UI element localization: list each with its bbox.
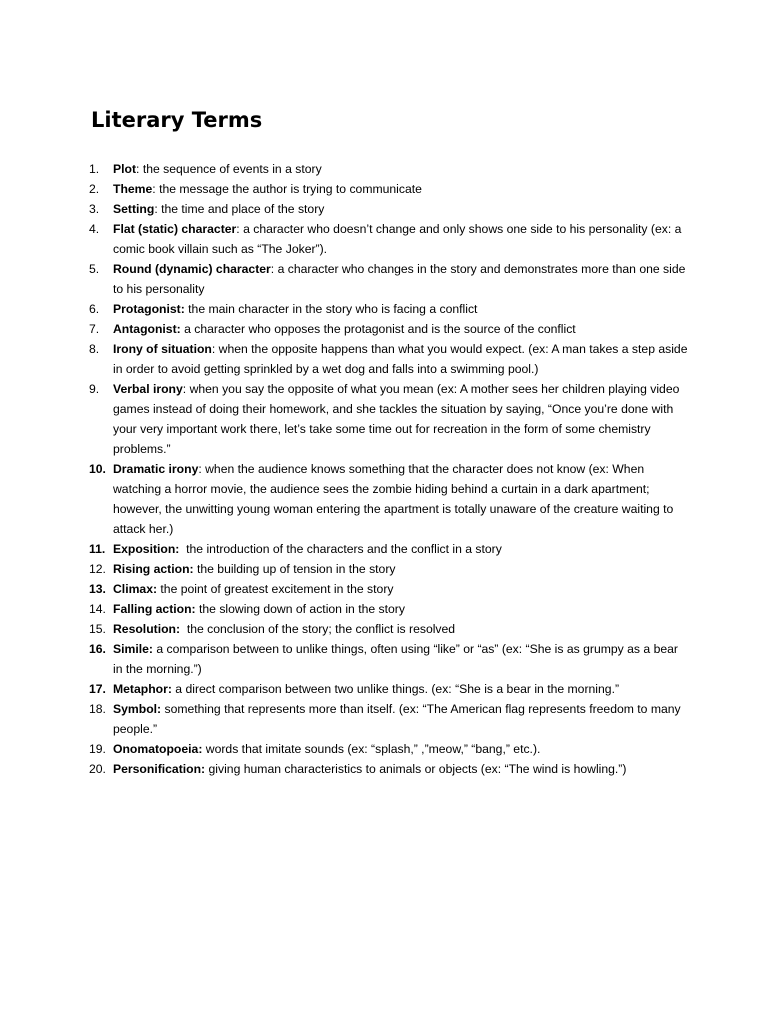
term-name: Simile: bbox=[113, 642, 153, 656]
list-item bbox=[89, 259, 689, 299]
list-item-number: 11. bbox=[89, 542, 106, 556]
term-name: Symbol: bbox=[113, 702, 162, 716]
list-item-text bbox=[113, 339, 689, 379]
list-item-number: 20. bbox=[89, 762, 106, 776]
list-item-number: 1. bbox=[89, 162, 100, 176]
list-item bbox=[89, 539, 689, 559]
list-item bbox=[89, 599, 689, 619]
list-item bbox=[89, 639, 689, 679]
term-name: Flat (static) character bbox=[113, 222, 237, 236]
list-item-number: 2. bbox=[89, 182, 100, 196]
list-item-text bbox=[113, 159, 689, 179]
list-item-number: 4. bbox=[89, 222, 100, 236]
term-definition: words that imitate sounds (ex: “splash,” ,”meow,” “bang,” etc.). bbox=[205, 742, 541, 756]
list-item bbox=[89, 339, 689, 379]
list-item-text bbox=[113, 299, 689, 319]
list-item-text bbox=[113, 739, 689, 759]
term-separator: : bbox=[154, 202, 162, 216]
term-name: Metaphor: bbox=[113, 682, 172, 696]
list-item-number: 18. bbox=[89, 702, 106, 716]
list-item-number: 6. bbox=[89, 302, 100, 316]
term-definition: when the audience knows something that the character does not know (ex: When watching a horror movie, the audience sees the zombie hiding behind a curtain in a dark apartment; however, the unwitting young woman entering the apartment is totally unaware of the creature waiting to attack her.) bbox=[113, 462, 674, 536]
term-definition: when the opposite happens than what you would expect. (ex: A man takes a step aside in order to avoid getting sprinkled by a wet dog and falls into a swimming pool.) bbox=[113, 342, 688, 376]
term-separator: : bbox=[136, 162, 143, 176]
list-item-number: 3. bbox=[89, 202, 100, 216]
term-name: Round (dynamic) character bbox=[113, 262, 271, 276]
list-item-text bbox=[113, 599, 689, 619]
term-name: Plot bbox=[113, 162, 137, 176]
list-item-number: 8. bbox=[89, 342, 100, 356]
list-item-text bbox=[113, 539, 689, 559]
list-item-text bbox=[113, 619, 689, 639]
list-item-text bbox=[113, 319, 689, 339]
list-item-text bbox=[113, 219, 689, 259]
term-separator: : bbox=[270, 262, 278, 276]
list-item bbox=[89, 679, 689, 699]
list-item-text bbox=[113, 379, 689, 459]
term-name: Protagonist: bbox=[113, 302, 185, 316]
term-separator: : bbox=[152, 182, 160, 196]
term-name: Falling action: bbox=[113, 602, 196, 616]
list-item-number: 16. bbox=[89, 642, 106, 656]
term-name: Irony of situation bbox=[113, 342, 212, 356]
list-item-number: 9. bbox=[89, 382, 100, 396]
term-name: Theme bbox=[113, 182, 153, 196]
list-item-text bbox=[113, 179, 689, 199]
term-name: Exposition: bbox=[113, 542, 180, 556]
term-definition: the introduction of the characters and the conflict in a story bbox=[186, 542, 502, 556]
list-item-number: 14. bbox=[89, 602, 106, 616]
term-name: Rising action: bbox=[113, 562, 194, 576]
list-item-text bbox=[113, 259, 689, 299]
list-item-number: 10. bbox=[89, 462, 106, 476]
list-item bbox=[89, 319, 689, 339]
term-name: Personification: bbox=[113, 762, 206, 776]
list-item bbox=[89, 579, 689, 599]
list-item-number: 7. bbox=[89, 322, 100, 336]
list-item bbox=[89, 739, 689, 759]
term-definition: a comparison between to unlike things, often using “like” or “as” (ex: “She is as grumpy as a bear in the morning.”) bbox=[113, 642, 678, 676]
page-title: Literary Terms bbox=[91, 108, 263, 132]
list-item bbox=[89, 199, 689, 219]
list-item-text bbox=[113, 579, 689, 599]
list-item-number: 13. bbox=[89, 582, 106, 596]
term-name: Resolution: bbox=[113, 622, 181, 636]
term-definition: the sequence of events in a story bbox=[142, 162, 322, 176]
term-definition: the main character in the story who is facing a conflict bbox=[188, 302, 478, 316]
term-separator: : bbox=[211, 342, 219, 356]
term-definition: a character who changes in the story and demonstrates more than one side to his personality bbox=[113, 262, 686, 296]
list-item bbox=[89, 299, 689, 319]
term-definition: when you say the opposite of what you mean (ex: A mother sees her children playing video games instead of doing their homework, and she tackles the situation by saying, “Once you’re done with your very important work there, let’s take some time out for recreation in the form of some chemistry problems.” bbox=[113, 382, 680, 456]
term-separator: : bbox=[182, 382, 190, 396]
term-definition: a character who doesn’t change and only shows one side to his personality (ex: a comic book villain such as “The Joker”). bbox=[113, 222, 682, 256]
term-definition: the time and place of the story bbox=[161, 202, 325, 216]
term-name: Onomatopoeia: bbox=[113, 742, 203, 756]
list-item-text bbox=[113, 559, 689, 579]
list-item bbox=[89, 699, 689, 739]
list-item bbox=[89, 159, 689, 179]
list-item bbox=[89, 459, 689, 539]
term-name: Setting bbox=[113, 202, 155, 216]
term-definition: the conclusion of the story; the conflict is resolved bbox=[186, 622, 456, 636]
term-definition: the slowing down of action in the story bbox=[199, 602, 405, 616]
term-separator bbox=[180, 622, 187, 636]
term-name: Verbal irony bbox=[113, 382, 183, 396]
term-name: Antagonist: bbox=[113, 322, 181, 336]
terms-list bbox=[89, 159, 689, 779]
list-item-text bbox=[113, 199, 689, 219]
list-item-number: 19. bbox=[89, 742, 106, 756]
list-item bbox=[89, 179, 689, 199]
term-definition: a direct comparison between two unlike things. (ex: “She is a bear in the morning.” bbox=[175, 682, 620, 696]
term-separator: : bbox=[236, 222, 244, 236]
list-item-text bbox=[113, 679, 689, 699]
term-separator: : bbox=[198, 462, 206, 476]
list-item-number: 17. bbox=[89, 682, 106, 696]
term-definition: a character who opposes the protagonist and is the source of the conflict bbox=[184, 322, 576, 336]
list-item bbox=[89, 619, 689, 639]
term-definition: something that represents more than itself. (ex: “The American flag represents freedom to many people.” bbox=[113, 702, 681, 736]
list-item bbox=[89, 219, 689, 259]
list-item-number: 5. bbox=[89, 262, 100, 276]
term-definition: the message the author is trying to communicate bbox=[159, 182, 422, 196]
term-name: Climax: bbox=[113, 582, 158, 596]
term-name: Dramatic irony bbox=[113, 462, 199, 476]
list-item-text bbox=[113, 699, 689, 739]
list-item bbox=[89, 759, 689, 779]
list-item bbox=[89, 379, 689, 459]
list-item-text bbox=[113, 759, 689, 779]
term-definition: giving human characteristics to animals or objects (ex: “The wind is howling.”) bbox=[208, 762, 627, 776]
list-item-text bbox=[113, 639, 689, 679]
term-definition: the point of greatest excitement in the story bbox=[160, 582, 394, 596]
list-item bbox=[89, 559, 689, 579]
list-item-text bbox=[113, 459, 689, 539]
term-definition: the building up of tension in the story bbox=[196, 562, 396, 576]
list-item-number: 12. bbox=[89, 562, 106, 576]
list-item-number: 15. bbox=[89, 622, 106, 636]
